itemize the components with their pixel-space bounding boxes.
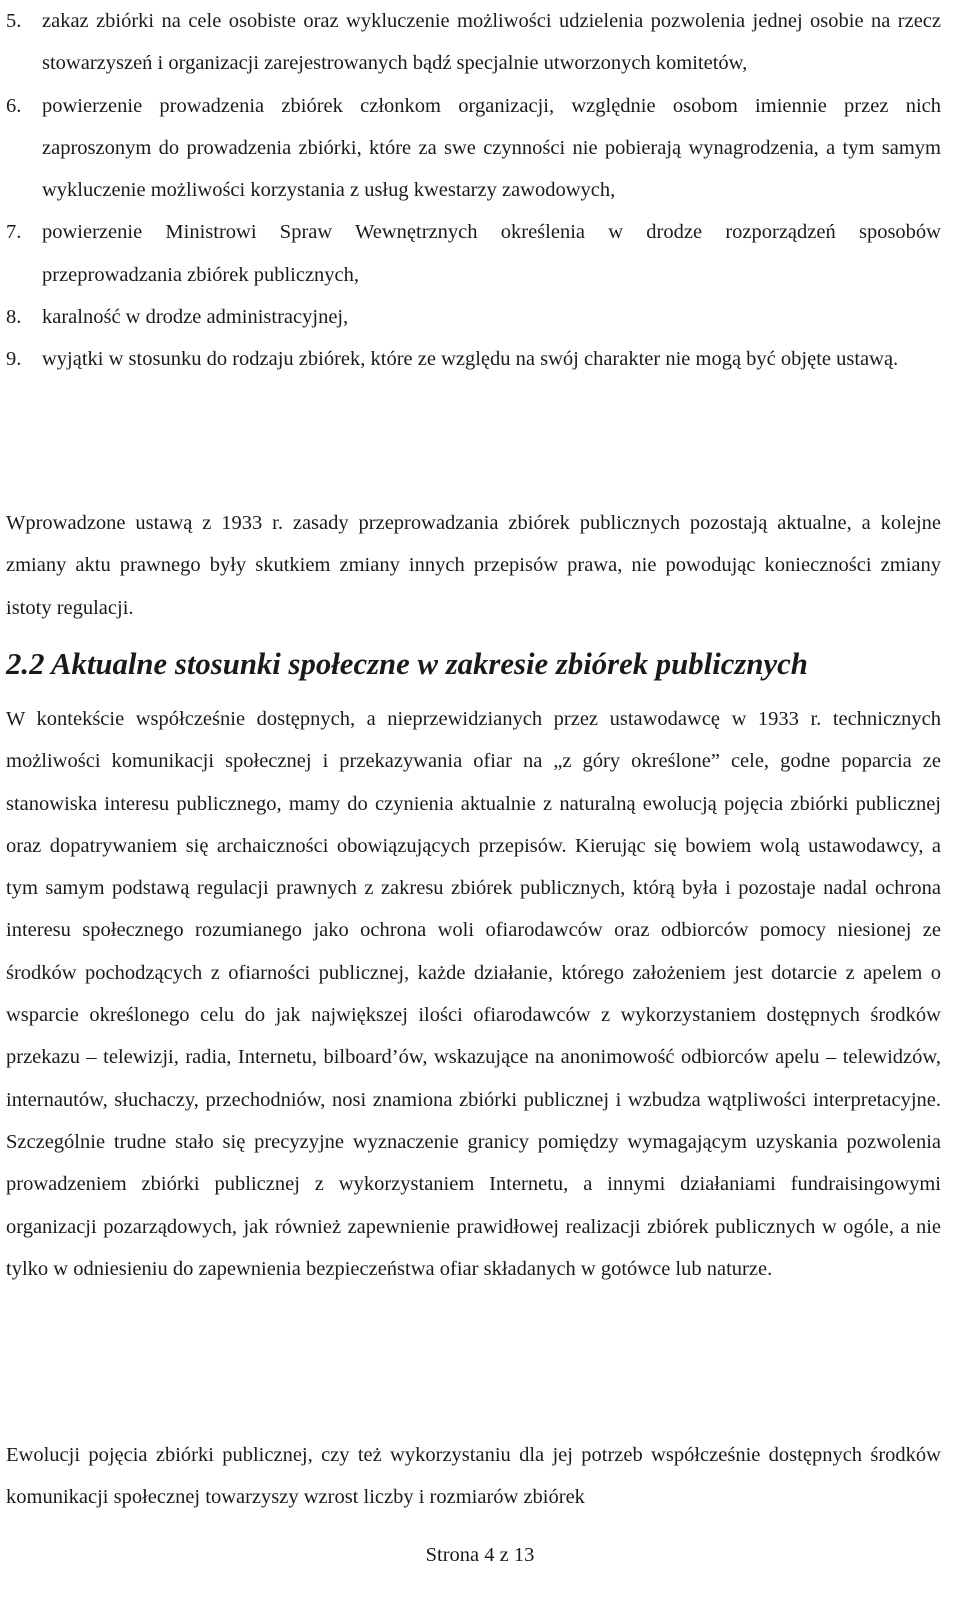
list-item-text: powierzenie Ministrowi Spraw Wewnętrznych określenia w drodze rozporządzeń sposobów przeprowadzania zbiórek publicznych, <box>42 221 941 286</box>
paragraph-intro: Wprowadzone ustawą z 1933 r. zasady przeprowadzania zbiórek publicznych pozostają aktualne, a kolejne zmiany aktu prawnego były skutkiem zmiany innych przepisów prawa, nie powodując konieczności zmiany istoty regulacji. <box>6 512 941 619</box>
list-item <box>6 0 941 85</box>
list-item-text: zakaz zbiórki na cele osobiste oraz wykluczenie możliwości udzielenia pozwolenia jednej osobie na rzecz stowarzyszeń i organizacji zarejestrowanych bądź specjalnie utworzonych komitetów, <box>42 10 941 75</box>
list-item-number: 7. <box>6 221 22 244</box>
paragraph-main: W kontekście współcześnie dostępnych, a nieprzewidzianych przez ustawodawcę w 1933 r. technicznych możliwości komunikacji społecznej i przekazywania ofiar na „z góry określone” cele, godne poparcia ze stanowiska interesu publicznego, mamy do czynienia aktualnie z naturalną ewolucją pojęcia zbiórki publicznej oraz dopatrywaniem się archaiczności obowiązujących przepisów. Kierując się bowiem wolą ustawodawcy, a tym samym podstawą regulacji prawnych z zakresu zbiórek publicznych, którą była i pozostaje nadal ochrona interesu społecznego rozumianego jako ochrona woli ofiarodawców oraz odbiorców pomocy niesionej ze środków pochodzących z ofiarności publicznej, każde działanie, którego założeniem jest dotarcie z apelem o wsparcie określonego celu do jak największej ilości ofiarodawców z wykorzystaniem dostępnych środków przekazu – telewizji, radia, Internetu, bilboard’ów, wskazujące na anonimowość odbiorców apelu – telewidzów, internautów, słuchaczy, przechodniów, nosi znamiona zbiórki publicznej i wzbudza wątpliwości interpretacyjne. Szczególnie trudne stało się precyzyjne wyznaczenie granicy pomiędzy wymagającym uzyskania pozwolenia prowadzeniem zbiórki publicznej z wykorzystaniem Internetu, a innymi działaniami fundraisingowymi organizacji pozarządowych, jak również zapewnienie prawidłowej realizacji zbiórek publicznych w ogóle, a nie tylko w odniesieniu do zapewnienia bezpieczeństwa ofiar składanych w gotówce lub naturze. <box>6 708 941 1280</box>
list-item-number: 5. <box>6 10 22 32</box>
page-footer: Strona 4 z 13 <box>425 1544 535 1566</box>
list-item <box>6 211 941 296</box>
list-item-number: 8. <box>6 306 22 329</box>
numbered-list <box>6 0 941 381</box>
list-item <box>6 338 941 380</box>
list-item-text: wyjątki w stosunku do rodzaju zbiórek, które ze względu na swój charakter nie mogą być objęte ustawą. <box>42 348 899 371</box>
section-heading <box>6 643 941 685</box>
list-item-text: karalność w drodze administracyjnej, <box>42 306 349 329</box>
paragraph-end: Ewolucji pojęcia zbiórki publicznej, czy też wykorzystaniu dla jej potrzeb współcześnie dostępnych środków komunikacji społecznej towarzyszy wzrost liczby i rozmiarów zbiórek <box>6 1444 941 1509</box>
list-item <box>6 85 941 212</box>
list-item-text: powierzenie prowadzenia zbiórek członkom organizacji, względnie osobom imiennie przez nich zaproszonym do prowadzenia zbiórki, które za swe czynności nie pobierają wynagrodzenia, a tym samym wykluczenie możliwości korzystania z usług kwestarzy zawodowych, <box>42 94 941 202</box>
list-item-number: 9. <box>6 348 22 371</box>
list-item-number: 6. <box>6 94 22 117</box>
section-number: 2.2 <box>6 647 45 681</box>
section-title: Aktualne stosunki społeczne w zakresie zbiórek publicznych <box>50 647 808 681</box>
list-item <box>6 296 941 338</box>
